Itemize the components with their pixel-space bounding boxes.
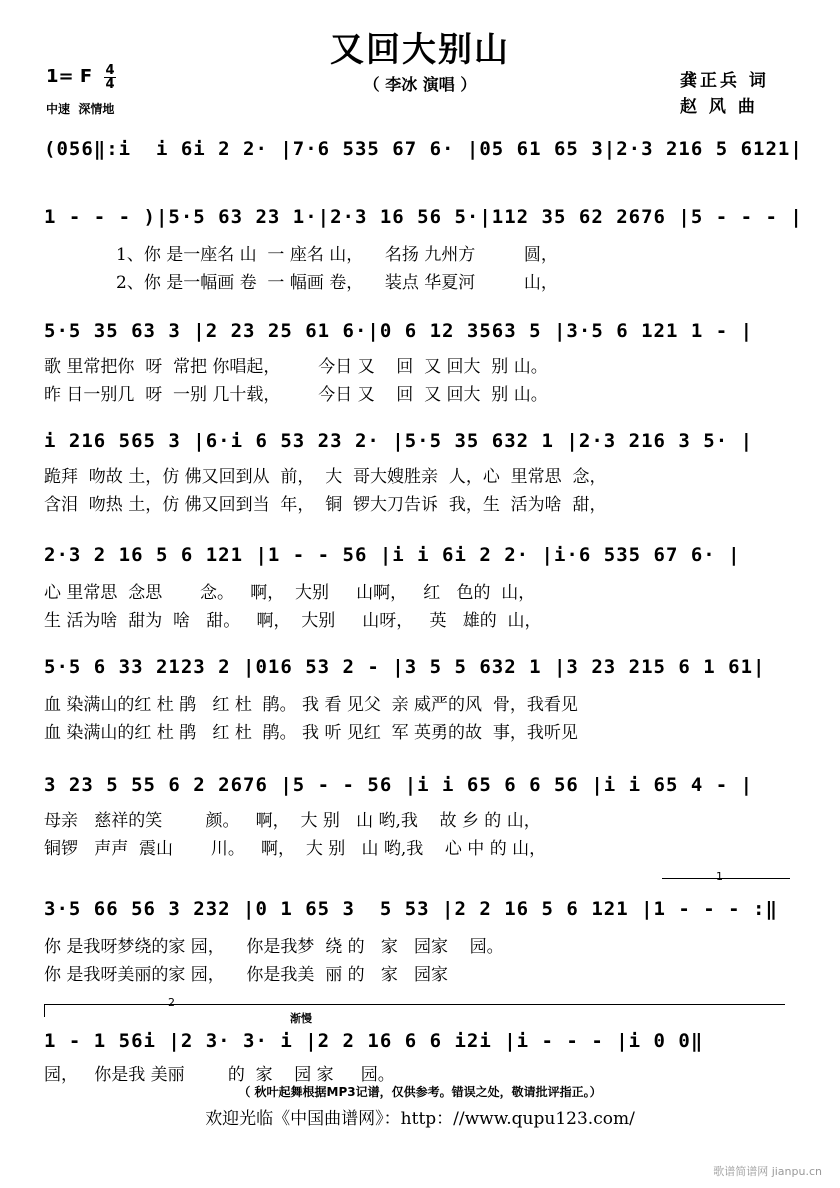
time-signature: 4 4 bbox=[105, 63, 115, 92]
lyric-line-2-verse-2: 2、你 是一幅画 卷 一 幅画 卷， 装点 华夏河 山， bbox=[116, 273, 558, 293]
composer-credit: 赵 风 曲 bbox=[680, 97, 758, 117]
tempo-marking: 中速 深情地 bbox=[46, 102, 115, 116]
lyric-line-6-verse-1: 血 染满山的红 杜 鹃 红 杜 鹃。 我 看 见父 亲 威严的风 骨，我看见 bbox=[44, 695, 578, 715]
ritardando-marking: 渐慢 bbox=[290, 1012, 312, 1025]
score-line-2: 1 - - - )|5·5 63 23 1·|2·3 16 56 5·|112 35 62 2676 |5 - - - | bbox=[44, 206, 803, 228]
website-welcome: 欢迎光临《中国曲谱网》：http：//www.qupu123.com/ bbox=[205, 1109, 635, 1129]
lyric-line-3-verse-1: 歌 里常把你 呀 常把 你唱起， 今日 又 回 又 回大 别 山。 bbox=[44, 357, 548, 377]
volta-2-bracket bbox=[44, 1004, 785, 1017]
lyric-line-3-verse-2: 昨 日一别几 呀 一别 几十载， 今日 又 回 又 回大 别 山。 bbox=[44, 385, 548, 405]
singer-credit: （ 李冰 演唱 ） bbox=[363, 75, 477, 94]
lyric-line-7-verse-2: 铜锣 声声 震山 川。 啊， 大 别 山 哟,我 心 中 的 山， bbox=[44, 839, 547, 859]
score-line-6: 5·5 6 33 2123 2 |016 53 2 - |3 5 5 632 1 |3 23 215 6 1 61| bbox=[44, 656, 766, 678]
lyric-line-2-verse-1: 1、你 是一座名 山 一 座名 山， 名扬 九州方 圆， bbox=[116, 245, 558, 265]
lyric-line-6-verse-2: 血 染满山的红 杜 鹃 红 杜 鹃。 我 听 见红 军 英勇的故 事，我听见 bbox=[44, 723, 578, 743]
lyricist-credit: 龚正兵 词 bbox=[680, 71, 769, 91]
volta-1-bracket bbox=[662, 878, 790, 891]
score-line-9: 1 - 1 56i |2 3· 3· i |2 2 16 6 6 i2i |i - - - |i 0 0‖ bbox=[44, 1030, 704, 1052]
score-line-8: 3·5 66 56 3 232 |0 1 65 3 5 53 |2 2 16 5 6 121 |1 - - - :‖ bbox=[44, 898, 778, 920]
song-title: 又回大别山 bbox=[330, 30, 510, 70]
volta-1-number: 1 bbox=[716, 870, 723, 883]
score-line-1: (056‖:i i 6i 2 2· |7·6 535 67 6· |05 61 65 3|2·3 216 5 6121| bbox=[44, 138, 803, 160]
transcription-note: （ 秋叶起舞根据MP3记谱，仅供参考。错误之处，敬请批评指正。） bbox=[238, 1085, 602, 1099]
watermark: 歌谱简谱网 jianpu.cn bbox=[713, 1165, 822, 1178]
score-line-3: 5·5 35 63 3 |2 23 25 61 6·|0 6 12 3563 5 |3·5 6 121 1 - | bbox=[44, 320, 754, 342]
lyric-line-7-verse-1: 母亲 慈祥的笑 颜。 啊， 大 别 山 哟,我 故 乡 的 山， bbox=[44, 811, 541, 831]
lyric-line-4-verse-1: 跪拜 吻故 土，仿 佛又回到从 前， 大 哥大嫂胜亲 人，心 里常思 念， bbox=[44, 467, 607, 487]
key-signature: 1= F bbox=[46, 66, 93, 87]
lyric-line-5-verse-1: 心 里常思 念思 念。 啊， 大别 山啊， 红 色的 山， bbox=[44, 583, 536, 603]
lyric-line-8-verse-2: 你 是我呀美丽的家 园， 你是我美 丽 的 家 园家 bbox=[44, 965, 449, 985]
score-line-5: 2·3 2 16 5 6 121 |1 - - 56 |i i 6i 2 2· |i·6 535 67 6· | bbox=[44, 544, 741, 566]
score-line-4: i 216 565 3 |6·i 6 53 23 2· |5·5 35 632 1 |2·3 216 3 5· | bbox=[44, 430, 754, 452]
volta-2-number: 2 bbox=[168, 996, 175, 1009]
lyric-line-5-verse-2: 生 活为啥 甜为 啥 甜。 啊， 大别 山呀， 英 雄的 山， bbox=[44, 611, 542, 631]
lyric-line-4-verse-2: 含泪 吻热 土，仿 佛又回到当 年， 铜 锣大刀告诉 我，生 活为啥 甜， bbox=[44, 495, 607, 515]
lyric-line-9: 园， 你是我 美丽 的 家 园 家 园。 bbox=[44, 1065, 395, 1085]
score-line-7: 3 23 5 55 6 2 2676 |5 - - 56 |i i 65 6 6 56 |i i 65 4 - | bbox=[44, 774, 754, 796]
lyric-line-8-verse-1: 你 是我呀梦绕的家 园， 你是我梦 绕 的 家 园家 园。 bbox=[44, 937, 504, 957]
